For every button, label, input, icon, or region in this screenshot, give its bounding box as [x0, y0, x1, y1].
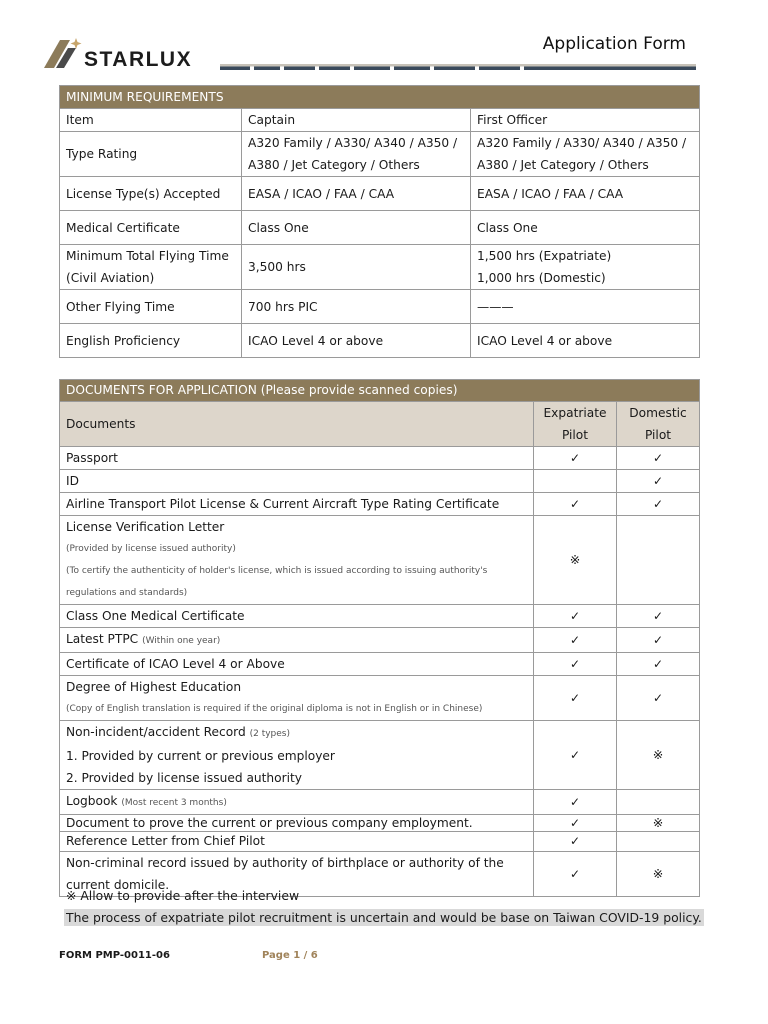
- requirements-header-row: [60, 109, 700, 132]
- requirements-table: [59, 85, 700, 358]
- table-row: Document to prove the current or previous company employment. ✓ ※: [60, 815, 700, 832]
- check-icon: ✓: [534, 493, 617, 516]
- requirements-title: MINIMUM REQUIREMENTS: [60, 86, 700, 109]
- table-row: ID ✓: [60, 470, 700, 493]
- header-stripe: [220, 64, 696, 70]
- brand-name: STARLUX: [84, 48, 193, 71]
- table-row: English Proficiency ICAO Level 4 or above ICAO Level 4 or above: [60, 324, 700, 358]
- col-documents: Documents: [60, 402, 534, 447]
- check-icon: ✓: [534, 721, 617, 790]
- col-domestic: Domestic Pilot: [617, 402, 700, 447]
- documents-header-row: [60, 402, 700, 447]
- table-row: Certificate of ICAO Level 4 or Above ✓ ✓: [60, 653, 700, 676]
- form-title: Application Form: [542, 34, 686, 54]
- check-icon: ✓: [617, 628, 700, 653]
- check-icon: ✓: [617, 470, 700, 493]
- table-row: Medical Certificate Class One Class One: [60, 211, 700, 245]
- col-expatriate: Expatriate Pilot: [534, 402, 617, 447]
- col-captain: Captain: [242, 109, 471, 132]
- table-row: Airline Transport Pilot License & Current Aircraft Type Rating Certificate ✓ ✓: [60, 493, 700, 516]
- documents-table: [59, 379, 700, 897]
- table-row: License Type(s) Accepted EASA / ICAO / FAA / CAA EASA / ICAO / FAA / CAA: [60, 177, 700, 211]
- table-row: Non-criminal record issued by authority of birthplace or authority of the current domicile. ✓ ※: [60, 852, 700, 897]
- starlux-star-icon: [40, 36, 84, 72]
- form-number: FORM PMP-0011-06: [59, 950, 170, 961]
- table-row: Degree of Highest Education (Copy of English translation is required if the original diploma is not in English or in Chinese) ✓ ✓: [60, 676, 700, 721]
- table-row: Latest PTPC (Within one year) ✓ ✓: [60, 628, 700, 653]
- check-icon: ✓: [534, 628, 617, 653]
- check-icon: ✓: [617, 493, 700, 516]
- asterisk-note-icon: ※: [617, 721, 700, 790]
- col-item: Item: [60, 109, 242, 132]
- asterisk-note-icon: ※: [534, 516, 617, 605]
- table-row: Passport ✓ ✓: [60, 447, 700, 470]
- asterisk-note-icon: ※: [617, 815, 700, 832]
- asterisk-note-icon: ※: [617, 852, 700, 897]
- table-row: Non-incident/accident Record (2 types) 1. Provided by current or previous employer 2. Provided by license issued authority ✓ ※: [60, 721, 700, 790]
- check-icon: ✓: [534, 815, 617, 832]
- table-row: License Verification Letter (Provided by license issued authority) (To certify the authenticity of holder's license, which is issued according to issuing authority's regulations and standards) ※: [60, 516, 700, 605]
- check-icon: ✓: [617, 676, 700, 721]
- table-row: Class One Medical Certificate ✓ ✓: [60, 605, 700, 628]
- documents-title: DOCUMENTS FOR APPLICATION (Please provide scanned copies): [60, 380, 700, 402]
- check-icon: ✓: [534, 832, 617, 852]
- check-icon: ✓: [534, 852, 617, 897]
- table-row: Reference Letter from Chief Pilot ✓: [60, 832, 700, 852]
- check-icon: ✓: [534, 653, 617, 676]
- footnote: ※ Allow to provide after the interview: [66, 888, 300, 903]
- table-row: Other Flying Time 700 hrs PIC ———: [60, 290, 700, 324]
- check-icon: ✓: [617, 653, 700, 676]
- table-row: Type Rating A320 Family / A330/ A340 / A350 / A380 / Jet Category / Others A320 Family / A330/ A340 / A350 / A380 / Jet Category / Others: [60, 132, 700, 177]
- check-icon: ✓: [617, 447, 700, 470]
- check-icon: ✓: [617, 605, 700, 628]
- check-icon: ✓: [534, 605, 617, 628]
- check-icon: ✓: [534, 790, 617, 815]
- covid-note: The process of expatriate pilot recruitment is uncertain and would be base on Taiwan COVID-19 policy.: [66, 910, 702, 925]
- starlux-logo: [40, 36, 212, 72]
- check-icon: ✓: [534, 676, 617, 721]
- check-icon: ✓: [534, 447, 617, 470]
- table-row: Minimum Total Flying Time (Civil Aviation) 3,500 hrs 1,500 hrs (Expatriate) 1,000 hrs (Domestic): [60, 245, 700, 290]
- col-first-officer: First Officer: [471, 109, 700, 132]
- page-number: Page 1 / 6: [262, 950, 318, 961]
- table-row: Logbook (Most recent 3 months) ✓: [60, 790, 700, 815]
